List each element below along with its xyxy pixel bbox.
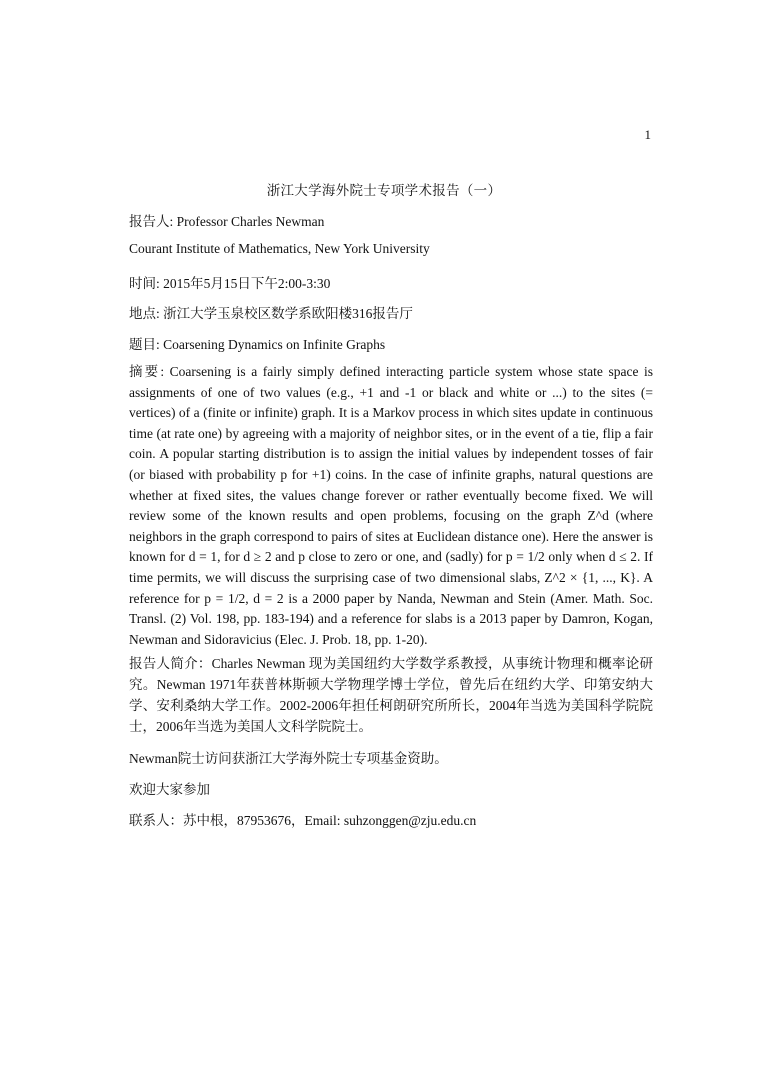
- page-title: 浙江大学海外院士专项学术报告（一）: [266, 183, 502, 198]
- time-label: 时间:: [129, 276, 164, 291]
- welcome-line: 欢迎大家参加: [129, 782, 210, 797]
- bio-label: 报告人简介：: [129, 656, 212, 671]
- abstract-paragraph: [129, 362, 653, 650]
- contact-label: 联系人：: [129, 813, 183, 828]
- topic-line: [129, 333, 653, 353]
- abstract-text: Coarsening is a fairly simply defined interacting particle system whose state space is assignments of one of two values (e.g., +1 and -1 or black and white or ...) to the sites (= vertices) of a (finite or infinite) graph. It is a Markov process in which sites update in continuous time (at rate one) by agreeing with a majority of neighbor sites, or in the event of a tie, flip a fair coin. A popular starting distribution is to assign the initial values by independent tosses of fair (or biased with probability p for +1) coins. In the case of infinite graphs, natural questions are whether at fixed sites, the values change forever or rather eventually become fixed. We will review some of the known results and open problems, focusing on the graph Z^d (where neighbors in the graph correspond to pairs of sites at Euclidean distance one). Here the answer is known for d = 1, for d ≥ 2 and p close to zero or one, and (sadly) for p = 1/2 only when d ≤ 2. If time permits, we will discuss the surprising case of two dimensional slabs, Z^2 × {1, ..., K}. A reference for p = 1/2, d = 2 is a 2000 paper by Nanda, Newman and Stein (Amer. Math. Soc. Transl. (2) Vol. 198, pp. 183-194) and a reference for slabs is a 2013 paper by Damron, Kogan, Newman and Sidoravicius (Elec. J. Prob. 18, pp. 1-20).: [129, 364, 653, 647]
- topic-value: Coarsening Dynamics on Infinite Graphs: [163, 337, 386, 352]
- contact-line: [129, 809, 653, 829]
- contact-value: 苏中根，87953676，Email: suhzonggen@zju.edu.cn: [183, 813, 477, 828]
- location-line: [129, 302, 653, 322]
- affiliation-line: Courant Institute of Mathematics, New York University: [129, 241, 430, 256]
- location-value: 浙江大学玉泉校区数学系欧阳楼316报告厅: [163, 306, 413, 321]
- speaker-bio-paragraph: [129, 653, 653, 737]
- abstract-label: 摘要:: [129, 364, 170, 379]
- topic-label: 题目:: [129, 337, 164, 352]
- time-line: [129, 272, 653, 292]
- speaker-name: Professor Charles Newman: [176, 214, 325, 229]
- time-value: 2015年5月15日下午2:00-3:30: [163, 276, 331, 291]
- bio-text: Charles Newman 现为美国纽约大学数学系教授，从事统计物理和概率论研究。Newman 1971年获普林斯顿大学物理学博士学位，曾先后在纽约大学、印第安纳大学、安利桑纳大学工作。2002-2006年担任柯朗研究所所长，2004年当选为美国科学院院士，2006年当选为美国人文科学院院士。: [129, 656, 653, 734]
- page-number: 1: [644, 127, 651, 142]
- location-label: 地点:: [129, 306, 164, 321]
- speaker-label: 报告人:: [129, 214, 177, 229]
- speaker-line: [129, 210, 653, 230]
- funding-line: Newman院士访问获浙江大学海外院士专项基金资助。: [129, 751, 448, 766]
